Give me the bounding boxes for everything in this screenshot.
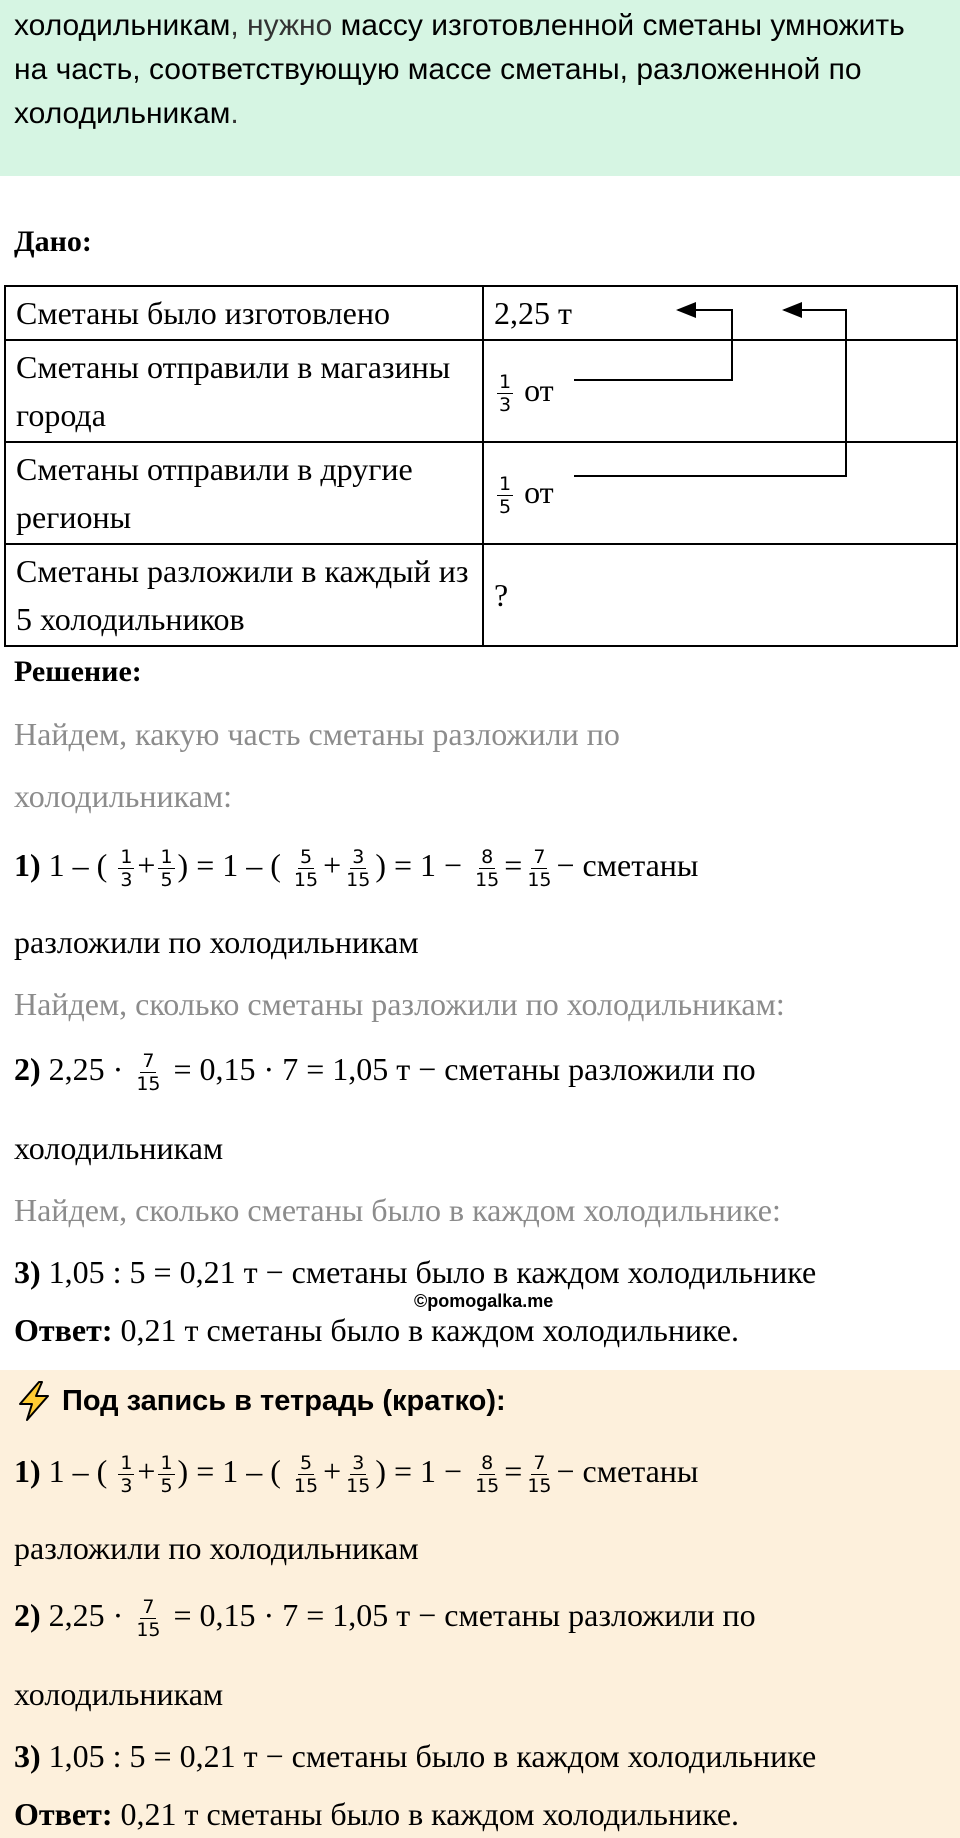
answer-text: 0,21 т сметаны было в каждом холодильнике. (112, 1796, 740, 1832)
fraction-numerator: 8 (481, 1452, 494, 1474)
answer (14, 1312, 739, 1349)
formula-text: + (323, 846, 342, 883)
brief-step-3 (14, 1738, 816, 1775)
fraction (473, 1452, 501, 1497)
brief-answer (14, 1796, 739, 1833)
explanation-text: холодильникам: (14, 778, 233, 814)
formula-text: 1 – ( (40, 846, 108, 883)
row-value-text: от (524, 371, 554, 408)
fraction (118, 1452, 134, 1497)
fraction-numerator: 7 (533, 1452, 546, 1474)
answer-label: Ответ: (14, 1312, 113, 1348)
step-1-continuation: разложили по холодильникам (14, 924, 419, 960)
formula-text: ) = 1 − (375, 846, 463, 883)
fraction-denominator: 5 (160, 869, 173, 891)
fraction-numerator: 1 (499, 371, 512, 394)
row-label: Сметаны было изготовлено (5, 286, 483, 340)
formula-text: ) = 1 − (375, 1452, 463, 1489)
fraction-denominator: 15 (527, 1475, 552, 1497)
fraction-numerator: 1 (120, 1452, 133, 1474)
fraction-denominator: 15 (475, 1475, 500, 1497)
brief-step-1 (14, 1452, 698, 1497)
table-row (5, 340, 957, 442)
explanation-text: Найдем, сколько сметаны разложили по холодильникам: (14, 986, 785, 1022)
fraction-numerator: 5 (299, 846, 313, 868)
lightning-icon (14, 1380, 54, 1422)
formula-text: = 0,15 · 7 = 1,05 т − сметаны разложили по (173, 1050, 756, 1087)
formula-text: 1 – ( (40, 1452, 108, 1489)
fraction-numerator: 3 (352, 1452, 365, 1474)
fraction-numerator: 5 (299, 1452, 313, 1474)
formula-text: = (504, 1452, 523, 1489)
fraction-denominator: 15 (136, 1619, 161, 1641)
fraction-denominator: 3 (499, 394, 512, 417)
fraction-numerator: 1 (499, 473, 512, 496)
fraction (134, 1050, 162, 1095)
answer-label: Ответ: (14, 1796, 113, 1832)
formula-text: + (323, 1452, 342, 1489)
fraction (344, 846, 372, 891)
fraction-denominator: 5 (160, 1475, 173, 1497)
fraction (497, 371, 513, 416)
brief-step-1-continuation: разложили по холодильникам (14, 1530, 419, 1566)
row-label: Сметаны отправили в магазины города (5, 340, 483, 442)
row-label: Сметаны разложили в каждый из 5 холодильников (5, 544, 483, 646)
step-number: 3) (14, 1738, 41, 1774)
step-number: 2) (14, 1596, 41, 1633)
brief-title (14, 1380, 506, 1422)
step-number: 2) (14, 1050, 41, 1087)
formula-text: 1,05 : 5 = 0,21 т − сметаны было в каждом холодильнике (40, 1254, 817, 1290)
fraction-denominator: 15 (293, 869, 319, 891)
brief-step-2 (14, 1596, 756, 1641)
fraction-numerator: 1 (160, 846, 173, 868)
table-row (5, 286, 957, 340)
solution-heading: Решение: (14, 655, 142, 688)
hint-text-part: холодильникам (14, 9, 231, 42)
fraction (134, 1596, 162, 1641)
brief-title-text: Под запись в тетрадь (кратко): (62, 1384, 506, 1417)
formula-text: 1,05 : 5 = 0,21 т − сметаны было в каждом холодильнике (40, 1738, 817, 1774)
fraction-numerator: 7 (142, 1050, 155, 1072)
fraction-denominator: 15 (293, 1475, 319, 1497)
fraction (158, 1452, 174, 1497)
formula-text: ) = 1 – ( (177, 1452, 281, 1489)
fraction (344, 1452, 372, 1497)
fraction-denominator: 15 (136, 1073, 161, 1095)
fraction-numerator: 1 (160, 1452, 173, 1474)
formula-text: − сметаны (556, 1452, 699, 1489)
fraction-numerator: 7 (142, 1596, 155, 1618)
given-table (4, 285, 958, 647)
fraction-numerator: 8 (481, 846, 494, 868)
row-value: 2,25 т (483, 286, 957, 340)
fraction (118, 846, 134, 891)
row-value (483, 340, 957, 442)
fraction (525, 1452, 553, 1497)
formula-text: + (137, 1452, 156, 1489)
fraction-denominator: 15 (346, 1475, 371, 1497)
formula-text: 2,25 · (40, 1050, 124, 1087)
fraction (292, 846, 320, 891)
table-row (5, 442, 957, 544)
row-value (483, 442, 957, 544)
hint-text-part: . (230, 97, 239, 130)
fraction-denominator: 5 (499, 496, 512, 519)
formula-text: = (504, 846, 523, 883)
formula-text: 2,25 · (40, 1596, 124, 1633)
hint-text-part: массу изготовленной сметаны умножить на часть, соответствующую массе сметаны, разложенной по холодильникам (14, 9, 905, 130)
fraction-denominator: 15 (346, 869, 371, 891)
formula-text: + (137, 846, 156, 883)
fraction-denominator: 3 (120, 1475, 133, 1497)
step-number: 3) (14, 1254, 41, 1290)
fraction-denominator: 15 (527, 869, 552, 891)
brief-step-2-continuation: холодильникам (14, 1676, 224, 1712)
fraction-denominator: 3 (120, 869, 133, 891)
fraction (473, 846, 501, 891)
answer-text: 0,21 т сметаны было в каждом холодильнике. (112, 1312, 740, 1348)
fraction (525, 846, 553, 891)
fraction (292, 1452, 320, 1497)
hint-text (14, 4, 944, 136)
fraction-numerator: 3 (352, 846, 365, 868)
step-2-continuation: холодильникам (14, 1130, 224, 1166)
row-value-text: от (524, 473, 554, 510)
given-heading: Дано: (14, 225, 92, 258)
formula-text: ) = 1 – ( (177, 846, 281, 883)
row-value: ? (483, 544, 957, 646)
explanation-text: Найдем, сколько сметаны было в каждом холодильнике: (14, 1192, 781, 1228)
copyright-watermark: ©pomogalka.me (414, 1291, 554, 1311)
fraction (158, 846, 174, 891)
formula-text: = 0,15 · 7 = 1,05 т − сметаны разложили по (173, 1596, 756, 1633)
step-2 (14, 1050, 756, 1095)
fraction (497, 473, 513, 518)
row-label: Сметаны отправили в другие регионы (5, 442, 483, 544)
fraction-numerator: 1 (120, 846, 133, 868)
step-number: 1) (14, 846, 41, 883)
fraction-denominator: 15 (475, 869, 500, 891)
hint-text-part: , нужно (230, 9, 341, 42)
explanation-text: Найдем, какую часть сметаны разложили по (14, 716, 620, 752)
fraction-numerator: 7 (533, 846, 546, 868)
step-3 (14, 1254, 816, 1291)
table-row (5, 544, 957, 646)
step-number: 1) (14, 1452, 41, 1489)
step-1 (14, 846, 698, 891)
hint-box (0, 0, 960, 176)
formula-text: − сметаны (556, 846, 699, 883)
